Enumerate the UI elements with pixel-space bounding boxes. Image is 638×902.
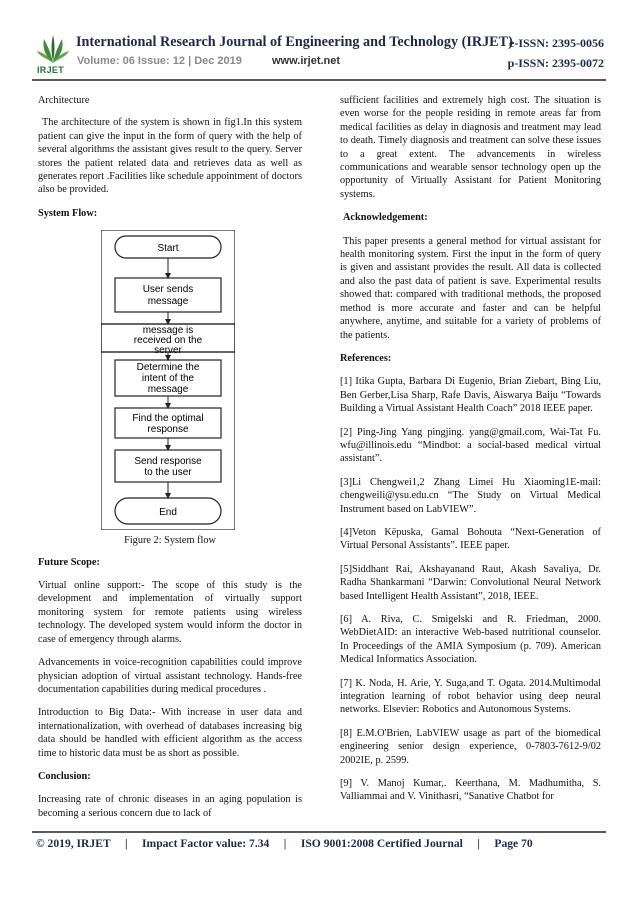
page-footer: © 2019, IRJET | Impact Factor value: 7.34 | ISO 9001:2008 Certified Journal | Page 70 [36,837,533,850]
references-heading: References: [340,352,392,364]
right-column [340,94,601,814]
flow-step1-line1: User sends [142,284,194,296]
system-flow-diagram [101,230,235,530]
reference-item: [9] V. Manoj Kumar,. Keerthana, M. Madhumitha, S. Valliammai and V. Vinithasri, “Sanative Chatbot for [340,778,601,803]
flow-end-label: End [159,507,177,519]
future-scope-p2: Advancements in voice-recognition capabilities could improve physician adoption of virtual assistant technology. Hands-free documentation capabilities during medical procedures . [38,657,302,695]
architecture-heading: Architecture [38,95,90,106]
future-scope-p3: Introduction to Big Data:- With increase in user data and internationalization, with overhead of databases increasing big data should be handled with efficient algorithm as the access time to historic data must be as short as possible. [38,707,302,759]
header-divider [32,79,606,81]
footer-divider [32,831,606,833]
conclusion-p1: Increasing rate of chronic diseases in an aging population is becoming a serious concern due to lack of [38,794,302,819]
flow-step3-line1: Determine the [136,362,200,374]
pissn: p-ISSN: 2395-0072 [507,56,604,70]
system-flow-heading: System Flow: [38,207,98,219]
flow-step3-line2: intent of the [141,373,195,385]
acknowledgement-paragraph: This paper presents a general method for virtual assistant for health monitoring system. First the input in the form of query is given and assistant provides the result. All data is collected and also the past data of patient is save. Experimental results showed that: compared with traditional methods, the proposed method is more accurate and faster and can be helpful anywhere, anytime, and suitable for a variety of problems of the patients. [340,235,601,341]
flow-step5-line2: to the user [144,467,192,479]
reference-item: [7] K. Noda, H. Arie, Y. Suga,and T. Ogata. 2014.Multimodal integration learning of robot behavior using deep neural networks. Elsevier: Robotics and Autonomous Systems. [340,677,601,716]
flow-step2-line3: server [154,345,182,357]
website-link[interactable]: www.irjet.net [272,55,341,67]
flow-step4-line2: response [147,424,189,436]
flow-start-label: Start [157,243,179,255]
page-header [0,0,638,82]
figure-caption: Figure 2: System flow [124,535,216,547]
eissn: e-ISSN: 2395-0056 [509,36,604,50]
reference-item: [6] A. Riva, C. Smigelski and R. Friedman, 2000. WebDietAID: an interactive Web-based nutritional counselor. In Proceedings of the AMIA Symposium (p. 709). American Medical Informatics Association. [340,614,601,666]
journal-title: International Research Journal of Engineering and Technology (IRJET) [76,34,513,50]
left-column [38,94,302,830]
flow-step5-line1: Send response [134,456,202,468]
flow-step2-line1: message is [142,325,194,337]
acknowledgement-heading: Acknowledgement: [343,212,428,224]
volume-issue: Volume: 06 Issue: 12 | Dec 2019 [77,55,242,67]
conclusion-heading: Conclusion: [38,770,91,782]
flow-step1-line2: message [147,296,189,308]
conclusion-continued: sufficient facilities and extremely high cost. The situation is even worse for the people residing in remote areas far from medical facilities as delay in diagnosis and treatment may lead to death. Timely diagnosis and treatment can solve these issues to a great extent. The advancements in wireless communications and wearable sensor technology open up the opportunity of Virtually Assistant for Patient Monitoring systems. [340,95,601,200]
reference-item: [2] Ping-Jing Yang pingjing. yang@gmail.com, Wai-Tat Fu. wfu@illinois.edu “Mindbot: a social-based medical virtual assistant”. [340,426,601,465]
architecture-paragraph: The architecture of the system is shown in fig1.In this system patient can give the input in the form of query with the help of several algorithms the assistant gives result to the query. Server stores the patient related data and retrieves data as well as generates report .Facilities like schedule appointment of doctors also be provided. [38,117,302,196]
reference-item: [5]Siddhant Rai, Akshayanand Raut, Akash Savaliya, Dr. Radha Shankarmani “Darwin: Convolutional Neural Network based Intelligent Health Assistant”, 2018, IEEE. [340,563,601,602]
flow-step2-line2: received on the [133,335,203,347]
logo-text: IRJET [37,65,65,75]
future-scope-heading: Future Scope: [38,556,100,568]
future-scope-p1: Virtual online support:- The scope of this study is the development and implementation of virtually support monitoring system for remote patients using wireless technology. The developed system would inform the doctor in case of emergency through alarms. [38,580,302,645]
reference-item: [1] Itika Gupta, Barbara Di Eugenio, Brian Ziebart, Bing Liu, Ben Gerber,Lisa Sharp, Rafe Davis, Aiswarya Baiju “Towards Building a Virtual Assistant Health Coach” 2018 IEEE paper. [340,376,601,415]
flow-step4-line1: Find the optimal [132,413,204,425]
reference-item: [8] E.M.O'Brien, LabVIEW usage as part of the biomedical engineering senior design experience, 0-7803-7612-9/02 2002IE, p. 2599. [340,727,601,766]
reference-item: [3]Li Chengwei1,2 Zhang Limei Hu Xiaoming1E-mail: chengweili@ysu.edu.cn “The Study on Virtual Medical Instrument based on LabVIEW”. [340,476,601,515]
reference-item: [4]Veton Këpuska, Gamal Bohouta “Next-Generation of Virtual Personal Assistants”. IEEE paper. [340,526,601,552]
flow-step3-line3: message [147,384,189,396]
